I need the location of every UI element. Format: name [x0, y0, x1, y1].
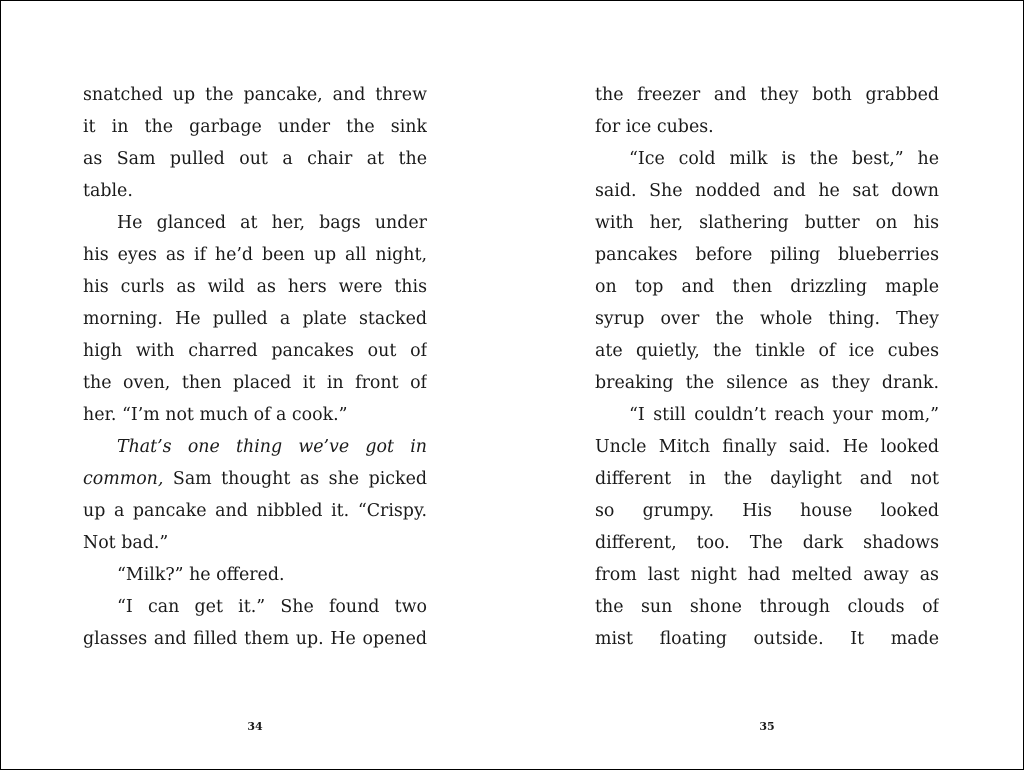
text-line	[595, 399, 939, 431]
text-line	[595, 591, 939, 623]
right-page-number: 35	[759, 720, 775, 733]
line-text: Not bad.”	[83, 533, 169, 553]
text-line	[83, 591, 427, 623]
line-text: mist floating outside. It made	[595, 629, 939, 649]
line-text: breaking the silence as they drank.	[595, 373, 939, 393]
line-text: high with charred pancakes out of	[83, 341, 427, 361]
text-line	[595, 559, 939, 591]
text-line	[83, 207, 427, 239]
line-text: his curls as wild as hers were this	[83, 277, 427, 297]
text-line	[595, 495, 939, 527]
line-text: his eyes as if he’d been up all night,	[83, 245, 427, 265]
text-line	[83, 271, 427, 303]
line-text: table.	[83, 181, 133, 201]
line-text: “I still couldn’t reach your mom,”	[629, 405, 939, 425]
text-line	[595, 271, 939, 303]
text-line	[595, 303, 939, 335]
line-text: morning. He pulled a plate stacked	[83, 309, 427, 329]
line-text: the oven, then placed it in front of	[83, 373, 427, 393]
text-line	[83, 559, 427, 591]
text-line	[83, 335, 427, 367]
line-text: “Milk?” he offered.	[117, 565, 285, 585]
line-text: pancakes before piling blueberries	[595, 245, 939, 265]
text-line	[595, 527, 939, 559]
line-text: Sam thought as she picked	[163, 469, 427, 489]
text-line	[595, 79, 939, 111]
text-line	[83, 175, 427, 207]
line-text: snatched up the pancake, and threw	[83, 85, 427, 105]
italic-text: That’s one thing we’ve got in	[117, 437, 427, 457]
italic-text: common,	[83, 469, 164, 489]
text-line	[595, 239, 939, 271]
line-text: her. “I’m not much of a cook.”	[83, 405, 348, 425]
line-text: glasses and filled them up. He opened	[83, 629, 427, 649]
text-line	[595, 335, 939, 367]
line-text: the sun shone through clouds of	[595, 597, 939, 617]
text-line	[83, 463, 427, 495]
text-line	[595, 463, 939, 495]
text-line	[83, 367, 427, 399]
text-line	[83, 111, 427, 143]
line-text: the freezer and they both grabbed	[595, 85, 939, 105]
line-text: “I can get it.” She found two	[117, 597, 427, 617]
left-page-number: 34	[247, 720, 263, 733]
line-text: from last night had melted away as	[595, 565, 939, 585]
line-text: on top and then drizzling maple	[595, 277, 939, 297]
line-text: up a pancake and nibbled it. “Crispy.	[83, 501, 427, 521]
line-text: said. She nodded and he sat down	[595, 181, 939, 201]
text-line	[83, 623, 427, 655]
line-text: so grumpy. His house looked	[595, 501, 939, 521]
text-line	[83, 303, 427, 335]
text-line	[83, 527, 427, 559]
text-line	[595, 175, 939, 207]
line-text: He glanced at her, bags under	[117, 213, 427, 233]
text-line	[83, 143, 427, 175]
line-text: with her, slathering butter on his	[595, 213, 939, 233]
line-text: as Sam pulled out a chair at the	[83, 149, 427, 169]
right-page-text	[595, 79, 939, 655]
left-page-text	[83, 79, 427, 655]
line-text: ate quietly, the tinkle of ice cubes	[595, 341, 939, 361]
line-text: for ice cubes.	[595, 117, 714, 137]
line-text: it in the garbage under the sink	[83, 117, 427, 137]
text-line	[595, 143, 939, 175]
line-text: “Ice cold milk is the best,” he	[629, 149, 939, 169]
text-line	[83, 431, 427, 463]
line-text: Uncle Mitch finally said. He looked	[595, 437, 939, 457]
text-line	[83, 399, 427, 431]
text-line	[595, 111, 939, 143]
text-line	[595, 431, 939, 463]
text-line	[595, 623, 939, 655]
line-text: different in the daylight and not	[595, 469, 939, 489]
text-line	[83, 79, 427, 111]
line-text: different, too. The dark shadows	[595, 533, 939, 553]
line-text: syrup over the whole thing. They	[595, 309, 939, 329]
text-line	[83, 495, 427, 527]
text-line	[595, 207, 939, 239]
text-line	[595, 367, 939, 399]
text-line	[83, 239, 427, 271]
